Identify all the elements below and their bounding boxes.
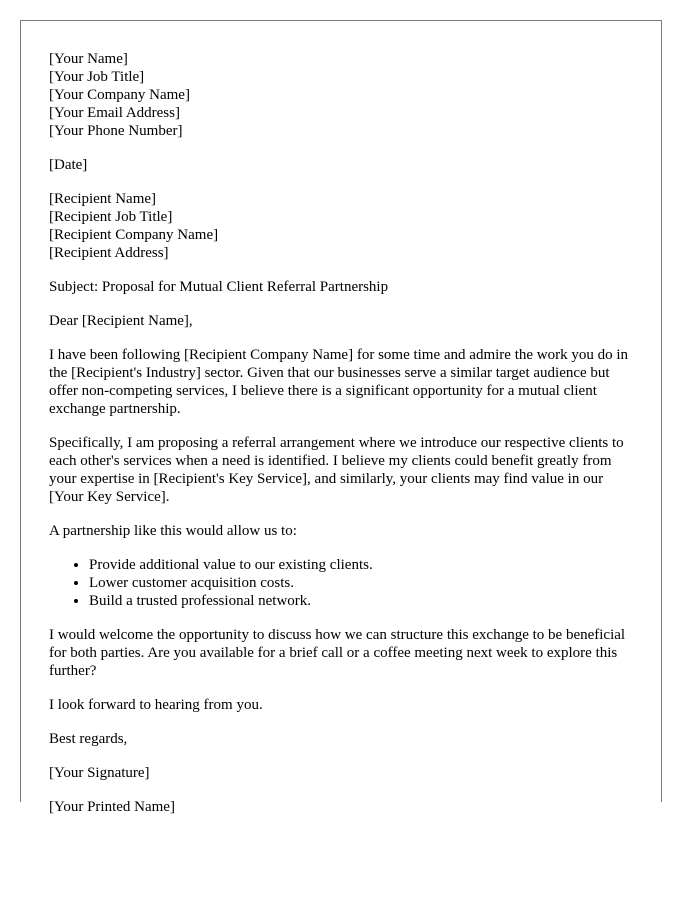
recipient-name: [Recipient Name]: [49, 191, 157, 207]
recipient-block: [49, 190, 639, 262]
benefits-intro: A partnership like this would allow us to:: [49, 523, 297, 539]
sender-name: [Your Name]: [49, 51, 128, 67]
letter-body: [49, 50, 639, 816]
list-item: • Provide additional value to our existing clients.: [89, 556, 639, 574]
letter-date: [Date]: [49, 157, 88, 173]
sender-job-title: [Your Job Title]: [49, 69, 145, 85]
sender-company: [Your Company Name]: [49, 87, 190, 103]
salutation: Dear [Recipient Name],: [49, 313, 193, 329]
sender-block: [49, 50, 639, 140]
benefits-list: [49, 556, 639, 610]
printed-name: [Your Printed Name]: [49, 799, 175, 815]
list-item: • Build a trusted professional network.: [89, 592, 639, 610]
list-item: • Lower customer acquisition costs.: [89, 574, 639, 592]
closing-paragraph: I would welcome the opportunity to discuss how we can structure this exchange to be beneficial for both parties. Are you available for a brief call or a coffee meeting next week to explore this further?: [49, 627, 626, 679]
proposal-paragraph: Specifically, I am proposing a referral arrangement where we introduce our respective clients to each other's services when a need is identified. I believe my clients could benefit greatly from your expertise in [Recipient's Key Service], and similarly, your clients may find value in our [Your Key Service].: [49, 435, 624, 505]
recipient-address: [Recipient Address]: [49, 245, 169, 261]
signature: [Your Signature]: [49, 765, 150, 781]
subject-line: Subject: Proposal for Mutual Client Referral Partnership: [49, 279, 389, 295]
intro-paragraph: I have been following [Recipient Company Name] for some time and admire the work you do in the [Recipient's Industry] sector. Given that our businesses serve a similar target audience but offer non-competing services, I believe there is a significant opportunity for a mutual client exchange partnership.: [49, 347, 629, 417]
sender-phone: [Your Phone Number]: [49, 123, 183, 139]
sender-email: [Your Email Address]: [49, 105, 180, 121]
letter-page: [20, 20, 662, 815]
look-forward-line: I look forward to hearing from you.: [49, 697, 263, 713]
recipient-job-title: [Recipient Job Title]: [49, 209, 173, 225]
recipient-company: [Recipient Company Name]: [49, 227, 219, 243]
sign-off: Best regards,: [49, 731, 128, 747]
